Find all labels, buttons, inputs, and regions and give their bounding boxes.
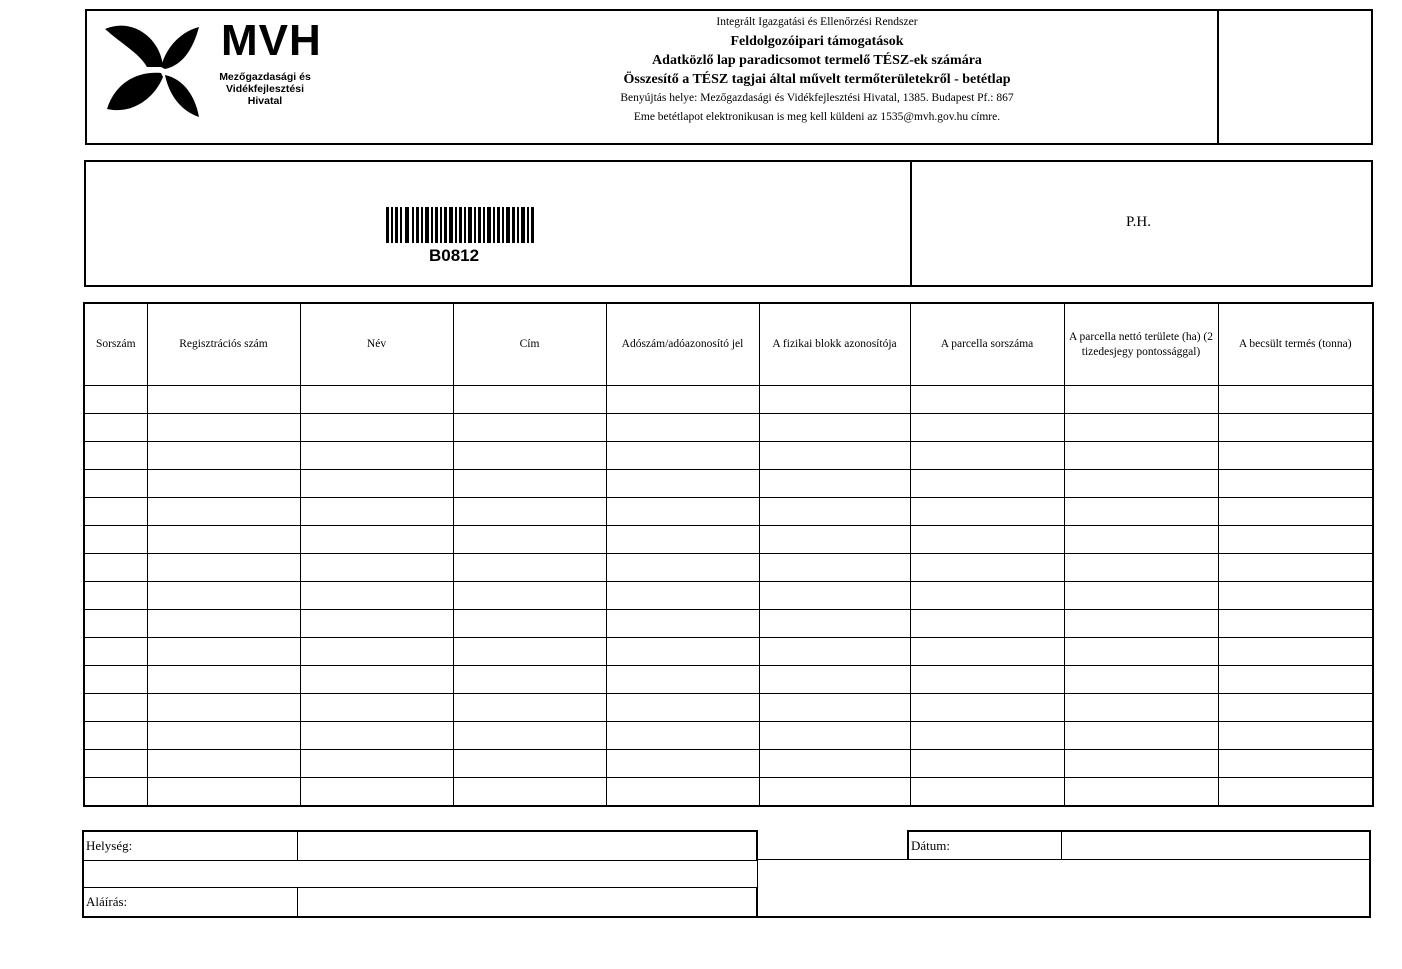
table-cell[interactable] <box>84 442 147 470</box>
table-cell[interactable] <box>147 722 300 750</box>
table-cell[interactable] <box>84 750 147 778</box>
table-cell[interactable] <box>606 750 759 778</box>
table-cell[interactable] <box>1218 750 1373 778</box>
table-row <box>84 638 1373 666</box>
table-row <box>84 554 1373 582</box>
table-cell[interactable] <box>1218 386 1373 414</box>
table-cell[interactable] <box>147 778 300 807</box>
place-label: Helység: <box>82 830 298 861</box>
table-cell[interactable] <box>1218 582 1373 610</box>
col-header-estimated-yield: A becsült termés (tonna) <box>1218 303 1373 386</box>
table-cell[interactable] <box>606 582 759 610</box>
table-cell[interactable] <box>759 554 910 582</box>
table-cell[interactable] <box>84 666 147 694</box>
table-cell[interactable] <box>300 470 453 498</box>
table-cell[interactable] <box>453 414 606 442</box>
leaf-logo-icon <box>103 21 203 121</box>
table-cell[interactable] <box>453 638 606 666</box>
table-cell[interactable] <box>910 554 1064 582</box>
table-cell[interactable] <box>759 638 910 666</box>
table-cell[interactable] <box>1064 414 1218 442</box>
form-title-2: Adatközlő lap paradicsomot termelő TÉSZ-ek számára <box>652 53 982 68</box>
table-cell[interactable] <box>300 414 453 442</box>
table-cell[interactable] <box>1064 722 1218 750</box>
table-cell[interactable] <box>759 610 910 638</box>
table-cell[interactable] <box>1218 666 1373 694</box>
table-cell[interactable] <box>759 666 910 694</box>
table-cell[interactable] <box>759 470 910 498</box>
table-cell[interactable] <box>910 666 1064 694</box>
col-header-block-id: A fizikai blokk azonosítója <box>759 303 910 386</box>
table-cell[interactable] <box>453 386 606 414</box>
header-text-block <box>417 13 1217 127</box>
table-cell[interactable] <box>1218 470 1373 498</box>
submission-address: Benyújtás helye: Mezőgazdasági és Vidékfejlesztési Hivatal, 1385. Budapest Pf.: 867 <box>620 92 1014 104</box>
table-cell[interactable] <box>910 778 1064 807</box>
table-cell[interactable] <box>84 610 147 638</box>
table-cell[interactable] <box>453 694 606 722</box>
table-cell[interactable] <box>1064 498 1218 526</box>
table-cell[interactable] <box>606 666 759 694</box>
table-cell[interactable] <box>910 470 1064 498</box>
table-cell[interactable] <box>147 498 300 526</box>
table-cell[interactable] <box>1218 722 1373 750</box>
table-cell[interactable] <box>453 554 606 582</box>
col-header-net-area: A parcella nettó területe (ha) (2 tizedesjegy pontossággal) <box>1064 303 1218 386</box>
table-cell[interactable] <box>606 554 759 582</box>
mvh-logo <box>103 16 323 121</box>
table-cell[interactable] <box>1218 778 1373 807</box>
table-row <box>84 442 1373 470</box>
table-cell[interactable] <box>84 778 147 807</box>
table-cell[interactable] <box>300 638 453 666</box>
table-row <box>84 722 1373 750</box>
table-cell[interactable] <box>300 722 453 750</box>
table-cell[interactable] <box>84 694 147 722</box>
table-cell[interactable] <box>453 442 606 470</box>
table-row <box>84 526 1373 554</box>
table-cell[interactable] <box>1218 526 1373 554</box>
table-cell[interactable] <box>759 722 910 750</box>
table-cell[interactable] <box>453 498 606 526</box>
table-cell[interactable] <box>1064 442 1218 470</box>
barcode-section <box>84 160 1373 287</box>
table-cell[interactable] <box>606 694 759 722</box>
table-cell[interactable] <box>147 526 300 554</box>
table-cell[interactable] <box>910 610 1064 638</box>
table-cell[interactable] <box>1218 638 1373 666</box>
table-cell[interactable] <box>910 498 1064 526</box>
table-row <box>84 666 1373 694</box>
table-row <box>84 610 1373 638</box>
table-cell[interactable] <box>147 442 300 470</box>
logo-subtitle-3: Hivatal <box>247 95 283 107</box>
table-row <box>84 778 1373 807</box>
table-cell[interactable] <box>453 778 606 807</box>
table-cell[interactable] <box>1218 554 1373 582</box>
table-row <box>84 470 1373 498</box>
table-cell[interactable] <box>300 694 453 722</box>
col-header-parcel-number: A parcella sorszáma <box>910 303 1064 386</box>
signature-label: Aláírás: <box>82 887 298 918</box>
table-row <box>84 414 1373 442</box>
table-cell[interactable] <box>1218 610 1373 638</box>
logo-subtitle-1: Mezőgazdasági és <box>219 71 311 83</box>
table-cell[interactable] <box>147 386 300 414</box>
table-cell[interactable] <box>84 722 147 750</box>
table-cell[interactable] <box>147 554 300 582</box>
table-row <box>84 694 1373 722</box>
table-cell[interactable] <box>453 722 606 750</box>
table-cell[interactable] <box>1218 442 1373 470</box>
barcode-number: B0812 <box>429 246 480 265</box>
table-cell[interactable] <box>147 694 300 722</box>
col-header-serial: Sorszám <box>84 303 147 386</box>
table-cell[interactable] <box>300 610 453 638</box>
table-cell[interactable] <box>453 526 606 554</box>
table-cell[interactable] <box>1218 694 1373 722</box>
table-cell[interactable] <box>606 610 759 638</box>
table-cell[interactable] <box>84 386 147 414</box>
table-cell[interactable] <box>1218 414 1373 442</box>
table-cell[interactable] <box>759 498 910 526</box>
footer-spacer <box>82 860 758 888</box>
table-cell[interactable] <box>1064 638 1218 666</box>
table-cell[interactable] <box>1064 750 1218 778</box>
table-cell[interactable] <box>300 386 453 414</box>
table-cell[interactable] <box>300 666 453 694</box>
table-cell[interactable] <box>910 442 1064 470</box>
table-cell[interactable] <box>759 526 910 554</box>
logo-subtitle-2: Vidékfejlesztési <box>225 83 305 95</box>
form-title-1: Feldolgozóipari támogatások <box>730 34 904 49</box>
table-cell[interactable] <box>910 414 1064 442</box>
table-cell[interactable] <box>910 582 1064 610</box>
table-cell[interactable] <box>910 526 1064 554</box>
table-cell[interactable] <box>606 470 759 498</box>
table-cell[interactable] <box>1064 694 1218 722</box>
table-cell[interactable] <box>300 526 453 554</box>
table-cell[interactable] <box>453 610 606 638</box>
barcode-icon <box>386 207 534 243</box>
table-row <box>84 750 1373 778</box>
form-title-3: Összesítő a TÉSZ tagjai által művelt termőterületekről - betétlap <box>623 72 1011 87</box>
table-cell[interactable] <box>1064 554 1218 582</box>
table-header-row <box>84 303 1373 386</box>
table-cell[interactable] <box>453 666 606 694</box>
table-cell[interactable] <box>147 666 300 694</box>
email-note: Eme betétlapot elektronikusan is meg kell küldeni az 1535@mvh.gov.hu címre. <box>633 111 1001 123</box>
form-footer <box>82 830 1371 918</box>
table-cell[interactable] <box>1064 610 1218 638</box>
table-row <box>84 582 1373 610</box>
table-cell[interactable] <box>606 442 759 470</box>
place-field[interactable] <box>297 830 758 861</box>
table-cell[interactable] <box>606 722 759 750</box>
table-cell[interactable] <box>1218 498 1373 526</box>
table-cell[interactable] <box>759 694 910 722</box>
table-cell[interactable] <box>300 778 453 807</box>
table-cell[interactable] <box>910 694 1064 722</box>
date-lower-area <box>758 859 1371 918</box>
table-cell[interactable] <box>910 722 1064 750</box>
table-cell[interactable] <box>1064 778 1218 807</box>
parcel-table <box>83 302 1374 807</box>
table-cell[interactable] <box>300 442 453 470</box>
logo-wordmark: MVH <box>221 16 322 65</box>
table-cell[interactable] <box>147 750 300 778</box>
table-cell[interactable] <box>300 582 453 610</box>
table-cell[interactable] <box>84 498 147 526</box>
table-cell[interactable] <box>1064 526 1218 554</box>
table-cell[interactable] <box>606 778 759 807</box>
system-name: Integrált Igazgatási és Ellenőrzési Rendszer <box>716 16 918 28</box>
table-cell[interactable] <box>759 414 910 442</box>
date-field[interactable] <box>1061 830 1371 860</box>
table-cell[interactable] <box>453 582 606 610</box>
section-divider <box>910 162 912 285</box>
table-cell[interactable] <box>759 750 910 778</box>
table-cell[interactable] <box>84 554 147 582</box>
signature-field[interactable] <box>297 887 758 918</box>
table-cell[interactable] <box>84 526 147 554</box>
stamp-label: P.H. <box>1126 214 1152 230</box>
col-header-name: Név <box>300 303 453 386</box>
table-cell[interactable] <box>147 610 300 638</box>
table-cell[interactable] <box>300 750 453 778</box>
table-cell[interactable] <box>453 470 606 498</box>
table-cell[interactable] <box>606 638 759 666</box>
table-row <box>84 498 1373 526</box>
table-row <box>84 386 1373 414</box>
table-cell[interactable] <box>759 778 910 807</box>
table-cell[interactable] <box>606 498 759 526</box>
table-cell[interactable] <box>1064 386 1218 414</box>
table-cell[interactable] <box>300 554 453 582</box>
header-empty-cell <box>1217 11 1371 143</box>
col-header-registration: Regisztrációs szám <box>147 303 300 386</box>
table-cell[interactable] <box>84 470 147 498</box>
form-header <box>85 9 1373 145</box>
table-cell[interactable] <box>1064 582 1218 610</box>
col-header-address: Cím <box>453 303 606 386</box>
table-cell[interactable] <box>147 638 300 666</box>
table-cell[interactable] <box>910 386 1064 414</box>
col-header-tax-id: Adószám/adóazonosító jel <box>606 303 759 386</box>
table-cell[interactable] <box>1064 666 1218 694</box>
table-cell[interactable] <box>147 414 300 442</box>
table-cell[interactable] <box>1064 470 1218 498</box>
table-cell[interactable] <box>147 582 300 610</box>
table-cell[interactable] <box>606 526 759 554</box>
table-cell[interactable] <box>606 386 759 414</box>
table-cell[interactable] <box>606 414 759 442</box>
date-label: Dátum: <box>907 830 1062 860</box>
table-cell[interactable] <box>84 638 147 666</box>
table-cell[interactable] <box>910 638 1064 666</box>
table-cell[interactable] <box>84 414 147 442</box>
table-cell[interactable] <box>84 582 147 610</box>
table-cell[interactable] <box>759 386 910 414</box>
table-cell[interactable] <box>759 582 910 610</box>
table-cell[interactable] <box>910 750 1064 778</box>
table-cell[interactable] <box>759 442 910 470</box>
table-cell[interactable] <box>453 750 606 778</box>
table-cell[interactable] <box>147 470 300 498</box>
table-cell[interactable] <box>300 498 453 526</box>
